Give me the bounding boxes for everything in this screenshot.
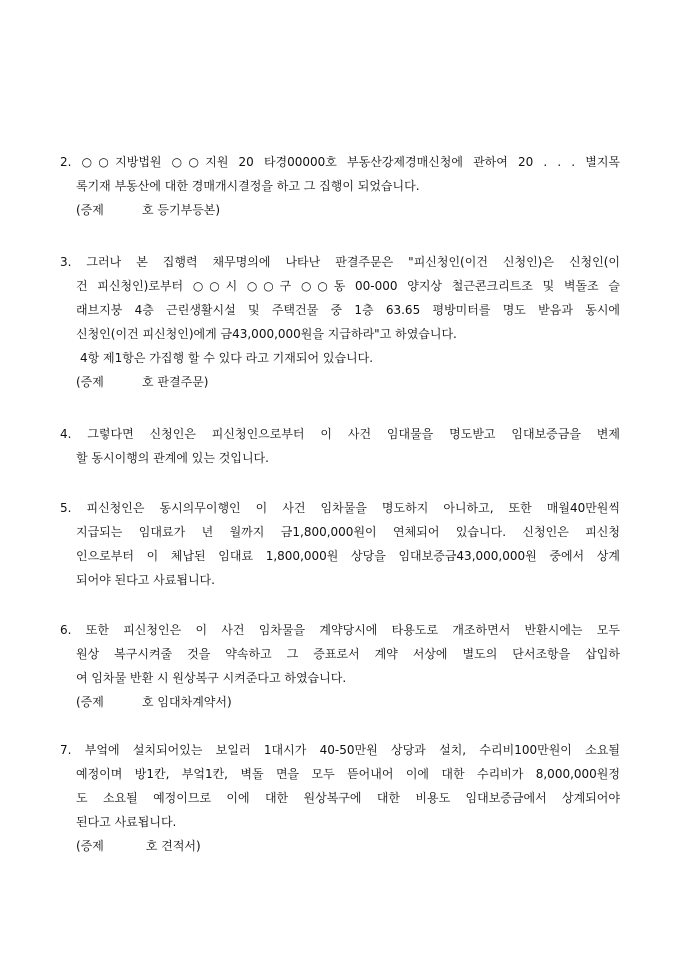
evidence-reference: (증제 호 견적서) [76,839,201,853]
paragraph-line: 4항 제1항은 가집행 할 수 있다 라고 기재되어 있습니다. [80,351,374,365]
paragraph-line: 록기재 부동산에 대한 경매개시결정을 하고 그 집행이 되었습니다. [76,179,420,193]
paragraph-line: 5. 피신청인은 동시의무이행인 이 사건 임차물을 명도하지 아니하고, 또한 매월40만원씩 [60,501,620,515]
evidence-reference: (증제 호 등기부등본) [76,203,221,217]
paragraph-line: 지급되는 임대료가 년 월까지 금1,800,000원이 연체되어 있습니다. 신청인은 피신청 [76,525,620,539]
paragraph-line: 여 임차물 반환 시 원상복구 시켜준다고 하였습니다. [76,671,347,685]
paragraph-2 [60,150,620,222]
paragraph-line: 원상 복구시켜줄 것을 약속하고 그 증표로서 계약 서상에 별도의 단서조항을 삽입하 [76,647,620,661]
paragraph-4 [60,422,620,470]
paragraph-line: 도 소요될 예정이므로 이에 대한 원상복구에 대한 비용도 임대보증금에서 상계되어야 [76,791,620,805]
paragraph-line: 3. 그러나 본 집행력 채무명의에 나타난 판결주문은 "피신청인(이건 신청인)은 신청인(이 [60,255,620,269]
paragraph-line: 할 동시이행의 관계에 있는 것입니다. [76,451,269,465]
evidence-reference: (증제 호 임대차계약서) [76,695,232,709]
paragraph-line: 7. 부엌에 설치되어있는 보일러 1대시가 40-50만원 상당과 설치, 수리비100만원이 소요될 [60,743,620,757]
paragraph-line: 된다고 사료됩니다. [76,815,177,829]
paragraph-line: 2. ○○지방법원 ○○지원 20 타경00000호 부동산강제경매신청에 관하여 20 . . . 별지목 [60,155,620,169]
paragraph-3 [60,250,620,394]
paragraph-line: 래브지붕 4층 근린생활시설 및 주택건물 중 1층 63.65 평방미터를 명도 받음과 동시에 [76,303,620,317]
evidence-reference: (증제 호 판결주문) [76,375,209,389]
paragraph-line: 신청인(이건 피신청인)에게 금43,000,000원을 지급하라"고 하였습니다. [76,327,457,341]
paragraph-line: 되어야 된다고 사료됩니다. [76,573,215,587]
paragraph-line: 건 피신청인)로부터 ○○시 ○○구 ○○동 00-000 양지상 철근콘크리트조 및 벽돌조 슬 [76,279,620,293]
paragraph-6 [60,618,620,714]
paragraph-line: 6. 또한 피신청인은 이 사건 임차물을 계약당시에 타용도로 개조하면서 반환시에는 모두 [60,623,620,637]
paragraph-7 [60,738,620,858]
paragraph-line: 예정이며 방1칸, 부엌1칸, 벽돌 면을 모두 뜯어내어 이에 대한 수리비가 8,000,000원정 [76,767,620,781]
paragraph-line: 4. 그렇다면 신청인은 피신청인으로부터 이 사건 임대물을 명도받고 임대보증금을 변제 [60,427,620,441]
paragraph-5 [60,496,620,592]
paragraph-line: 인으로부터 이 체납된 임대료 1,800,000원 상당을 임대보증금43,000,000원 중에서 상계 [76,549,620,563]
